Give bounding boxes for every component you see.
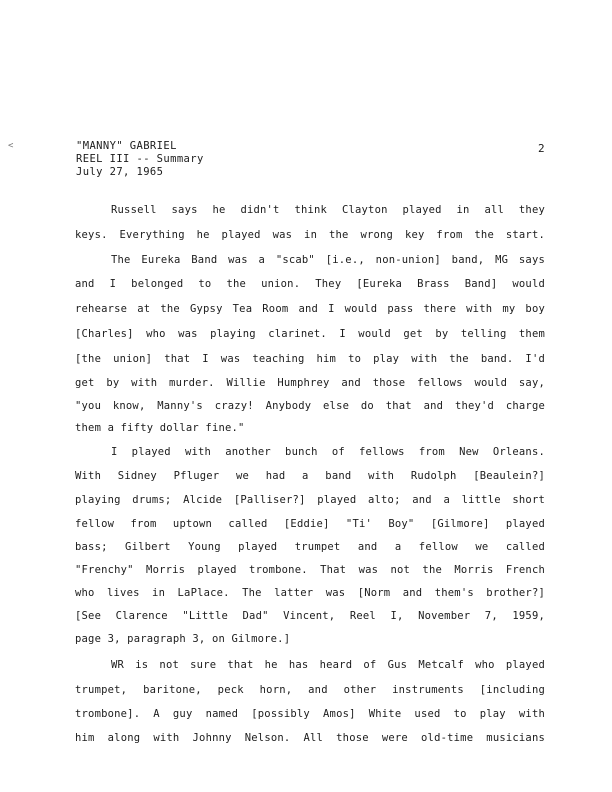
- text-line: The Eureka Band was a "scab" [i.e., non-union] band, MG says: [111, 254, 545, 266]
- text-line: trumpet, baritone, peck horn, and other instruments [including: [75, 684, 545, 696]
- reel-label: REEL III -- Summary: [76, 153, 204, 165]
- text-line: who lives in LaPlace. The latter was [Norm and them's brother?]: [75, 587, 545, 599]
- text-line: page 3, paragraph 3, on Gilmore.]: [75, 633, 291, 645]
- text-line: "Frenchy" Morris played trombone. That was not the Morris French: [75, 564, 545, 576]
- page-number: 2: [538, 142, 545, 155]
- text-line: rehearse at the Gypsy Tea Room and I would pass there with my boy: [75, 303, 545, 315]
- text-line: him along with Johnny Nelson. All those were old-time musicians: [75, 732, 545, 744]
- text-line: [See Clarence "Little Dad" Vincent, Reel I, November 7, 1959,: [75, 610, 545, 622]
- text-line: fellow from uptown called [Eddie] "Ti' Boy" [Gilmore] played: [75, 518, 545, 530]
- document-header: [76, 140, 204, 179]
- text-line: trombone]. A guy named [possibly Amos] White used to play with: [75, 708, 545, 720]
- text-line: them a fifty dollar fine.": [75, 422, 245, 434]
- text-line: With Sidney Pfluger we had a band with Rudolph [Beaulein?]: [75, 470, 545, 482]
- text-line: WR is not sure that he has heard of Gus Metcalf who played: [111, 659, 545, 671]
- text-line: bass; Gilbert Young played trumpet and a fellow we called: [75, 541, 545, 553]
- interview-date: July 27, 1965: [76, 166, 164, 178]
- text-line: Russell says he didn't think Clayton played in all they: [111, 204, 545, 216]
- text-line: [Charles] who was playing clarinet. I would get by telling them: [75, 328, 545, 340]
- text-line: [the union] that I was teaching him to play with the band. I'd: [75, 353, 545, 365]
- text-line: and I belonged to the union. They [Eureka Brass Band] would: [75, 278, 545, 290]
- text-line: keys. Everything he played was in the wrong key from the start.: [75, 229, 545, 241]
- interviewee-name: "MANNY" GABRIEL: [76, 140, 177, 152]
- text-line: playing drums; Alcide [Palliser?] played alto; and a little short: [75, 494, 545, 506]
- margin-mark: <: [8, 141, 14, 151]
- text-line: I played with another bunch of fellows from New Orleans.: [111, 446, 545, 458]
- text-line: "you know, Manny's crazy! Anybody else do that and they'd charge: [75, 400, 545, 412]
- text-line: get by with murder. Willie Humphrey and those fellows would say,: [75, 377, 545, 389]
